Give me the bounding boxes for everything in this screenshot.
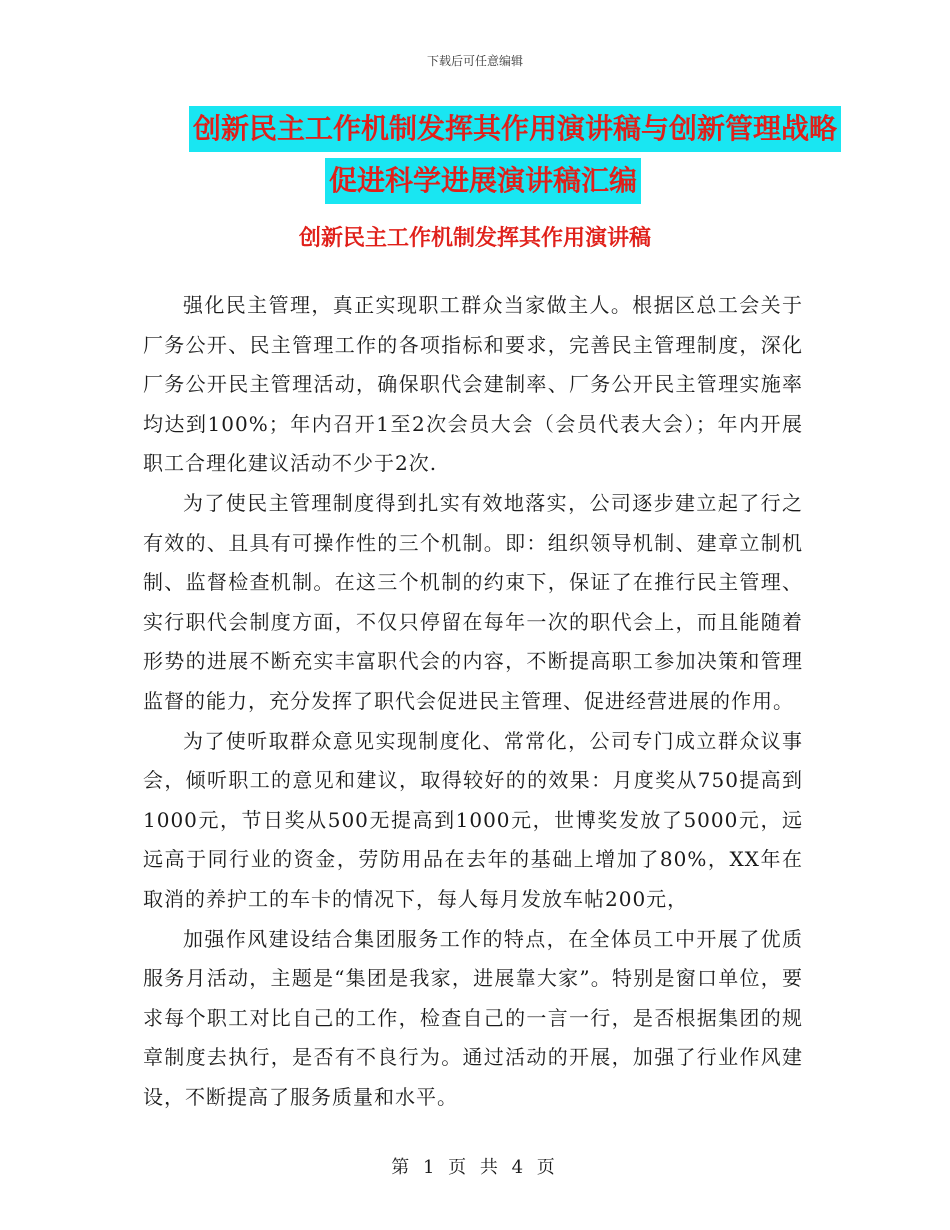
paragraph-4: 加强作风建设结合集团服务工作的特点，在全体员工中开展了优质服务月活动，主题是“集团是我家，进展靠大家”。特别是窗口单位，要求每个职工对比自己的工作，检查自己的一言一行，是否根据集团的规章制度去执行，是否有不良行为。通过活动的开展，加强了行业作风建设，不断提高了服务质量和水平。	[143, 926, 803, 1109]
page-header-note: 下载后可任意编辑	[426, 54, 523, 68]
paragraph-2: 为了使民主管理制度得到扎实有效地落实，公司逐步建立起了行之有效的、且具有可操作性的三个机制。即：组织领导机制、建章立制机制、监督检查机制。在这三个机制的约束下，保证了在推行民主管理、实行职代会制度方面，不仅只停留在每年一次的职代会上，而且能随着形势的进展不断充实丰富职代会的内容，不断提高职工参加决策和管理监督的能力，充分发挥了职代会促进民主管理、促进经营进展的作用。	[143, 490, 803, 713]
paragraph-3: 为了使听取群众意见实现制度化、常常化，公司专门成立群众议事会，倾听职工的意见和建议，取得较好的的效果：月度奖从750提高到1000元，节日奖从500无提高到1000元，世博奖发放了5000元，远远高于同行业的资金，劳防用品在去年的基础上增加了80%，XX年在取消的养护工的车卡的情况下，每人每月发放车帖200元，	[143, 728, 803, 911]
section-subtitle: 创新民主工作机制发挥其作用演讲稿	[298, 225, 651, 251]
page-number: 第 1 页 共 4 页	[391, 1157, 559, 1178]
title-line-2: 促进科学进展演讲稿汇编	[325, 158, 641, 204]
title-line-1: 创新民主工作机制发挥其作用演讲稿与创新管理战略	[189, 106, 841, 152]
body-text	[143, 286, 803, 1117]
paragraph-1: 强化民主管理，真正实现职工群众当家做主人。根据区总工会关于厂务公开、民主管理工作的各项指标和要求，完善民主管理制度，深化厂务公开民主管理活动，确保职代会建制率、厂务公开民主管理实施率均达到100%；年内召开1至2次会员大会（会员代表大会）；年内开展职工合理化建议活动不少于2次.	[143, 293, 803, 476]
